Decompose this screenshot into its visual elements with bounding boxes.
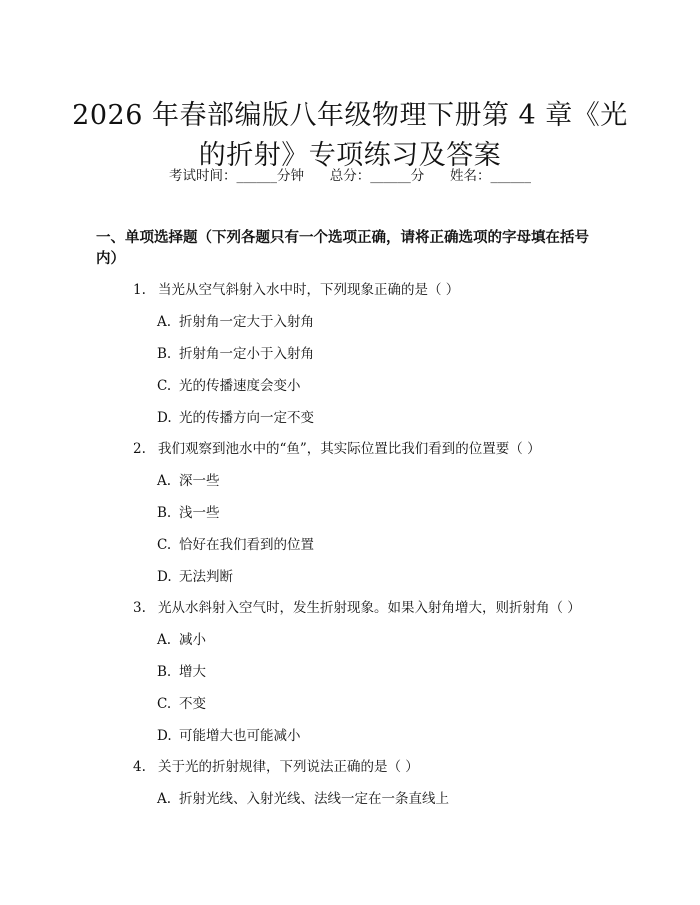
option-1d <box>157 407 627 429</box>
option-text: 无法判断 <box>179 569 233 585</box>
question-number: 2. <box>133 441 146 457</box>
option-1a <box>157 311 627 333</box>
question-number: 1. <box>133 282 146 298</box>
question-number: 4. <box>133 759 146 775</box>
option-text: 可能增大也可能减小 <box>179 728 301 744</box>
option-letter: C. <box>157 696 172 712</box>
question-4 <box>133 756 633 778</box>
option-letter: A. <box>157 632 172 648</box>
question-number: 3. <box>133 600 146 616</box>
option-3a <box>157 629 627 651</box>
question-text: 当光从空气斜射入水中时，下列现象正确的是（ ） <box>158 282 460 298</box>
option-2d <box>157 566 627 588</box>
option-letter: A. <box>157 473 172 489</box>
option-text: 折射角一定大于入射角 <box>179 314 314 330</box>
option-3b <box>157 661 627 683</box>
option-4a <box>157 788 627 810</box>
option-letter: B. <box>157 346 172 362</box>
option-text: 折射角一定小于入射角 <box>179 346 314 362</box>
option-text: 光的传播方向一定不变 <box>179 410 314 426</box>
question-text: 关于光的折射规律，下列说法正确的是（ ） <box>158 759 419 775</box>
option-letter: D. <box>157 410 172 426</box>
option-2b <box>157 502 627 524</box>
option-1c <box>157 375 627 397</box>
option-text: 增大 <box>179 664 206 680</box>
option-text: 深一些 <box>179 473 220 489</box>
question-text: 我们观察到池水中的“鱼”，其实际位置比我们看到的位置要（ ） <box>158 441 541 457</box>
option-1b <box>157 343 627 365</box>
option-text: 减小 <box>179 632 206 648</box>
option-text: 浅一些 <box>179 505 220 521</box>
option-3d <box>157 725 627 747</box>
option-text: 光的传播速度会变小 <box>179 378 301 394</box>
option-letter: C. <box>157 378 172 394</box>
option-letter: B. <box>157 505 172 521</box>
option-2a <box>157 470 627 492</box>
question-1 <box>133 279 633 301</box>
option-letter: D. <box>157 569 172 585</box>
option-2c <box>157 534 627 556</box>
option-letter: A. <box>157 314 172 330</box>
option-letter: C. <box>157 537 172 553</box>
question-3 <box>133 597 633 619</box>
option-text: 不变 <box>179 696 206 712</box>
section-heading: 一、单项选择题（下列各题只有一个选项正确，请将正确选项的字母填在括号内） <box>96 230 589 267</box>
option-letter: A. <box>157 791 172 807</box>
exam-info-line: 考试时间：______分钟 总分：______分 姓名：______ <box>169 168 531 184</box>
question-text: 光从水斜射入空气时，发生折射现象。如果入射角增大，则折射角（ ） <box>158 600 581 616</box>
question-2 <box>133 438 633 460</box>
page-title: 2026 年春部编版八年级物理下册第 4 章《光的折射》专项练习及答案 <box>72 100 628 172</box>
option-3c <box>157 693 627 715</box>
option-letter: D. <box>157 728 172 744</box>
option-letter: B. <box>157 664 172 680</box>
option-text: 恰好在我们看到的位置 <box>179 537 314 553</box>
option-text: 折射光线、入射光线、法线一定在一条直线上 <box>179 791 449 807</box>
